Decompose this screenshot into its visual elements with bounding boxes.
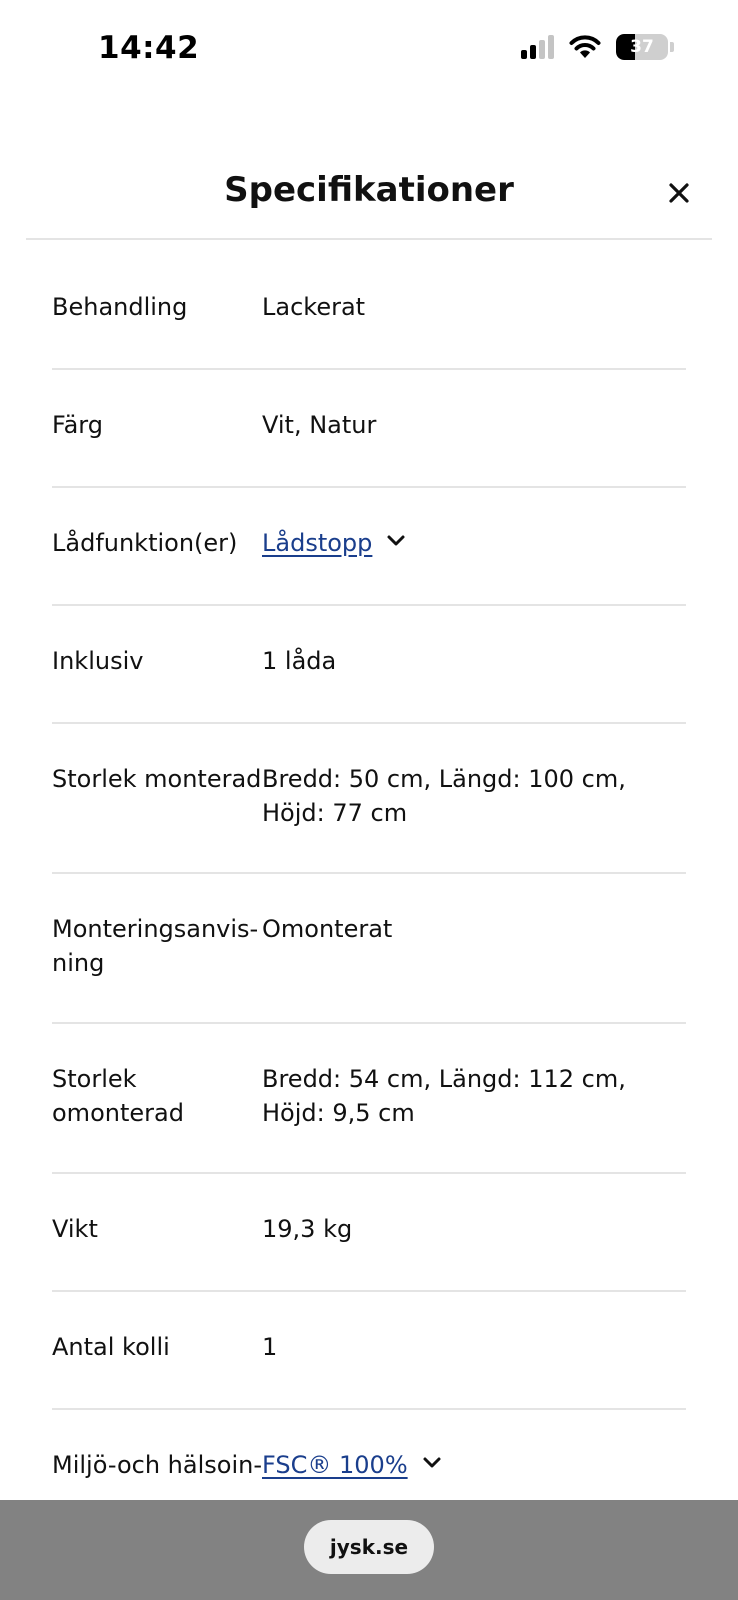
spec-row-inklusiv [52, 606, 686, 724]
url-bar[interactable]: jysk.se [304, 1520, 434, 1574]
spec-label: Monteringsanvis-ning [52, 915, 259, 977]
spec-value: 1 [262, 1333, 278, 1361]
close-icon [668, 182, 690, 204]
spec-row-monteringsanvisning [52, 874, 686, 1024]
spec-label: Miljö-och hälsoin- [52, 1451, 262, 1479]
spec-value-container [262, 1448, 686, 1486]
spec-list [52, 252, 686, 1528]
spec-label: Färg [52, 411, 103, 439]
spec-value: 19,3 kg [262, 1215, 353, 1243]
spec-row-antal-kolli [52, 1292, 686, 1410]
battery-icon [616, 34, 668, 60]
spec-label: Lådfunktion(er) [52, 529, 238, 557]
spec-label: Antal kolli [52, 1333, 170, 1361]
wifi-icon [568, 34, 602, 60]
sheet-title: Specifikationer [224, 170, 514, 210]
ladstopp-link[interactable]: Lådstopp [262, 529, 373, 557]
spec-value: Lackerat [262, 293, 366, 321]
spec-label: Vikt [52, 1215, 98, 1243]
sheet-header [26, 150, 712, 240]
spec-row-storlek-omonterad [52, 1024, 686, 1174]
spec-label: Behandling [52, 293, 188, 321]
spec-value: Bredd: 50 cm, Längd: 100 cm, Höjd: 77 cm [262, 765, 626, 827]
spec-row-storlek-monterad [52, 724, 686, 874]
spec-value: 1 låda [262, 647, 337, 675]
spec-row-vikt [52, 1174, 686, 1292]
fsc-link[interactable]: FSC® 100% [262, 1451, 408, 1479]
status-bar [0, 0, 738, 100]
spec-value-container [262, 526, 686, 562]
spec-value: Vit, Natur [262, 411, 377, 439]
battery-cap [670, 42, 674, 52]
spec-label: Inklusiv [52, 647, 144, 675]
browser-toolbar [0, 1500, 738, 1600]
spec-value: Omonterat [262, 915, 393, 943]
spec-label: Storlek monterad [52, 765, 262, 793]
spec-row-behandling [52, 252, 686, 370]
chevron-down-icon[interactable] [386, 534, 406, 548]
chevron-down-icon[interactable] [422, 1456, 442, 1470]
spec-label: Storlek omonterad [52, 1065, 184, 1127]
signal-icon [521, 35, 554, 59]
spec-row-ladfunktion [52, 488, 686, 606]
spec-value: Bredd: 54 cm, Längd: 112 cm, Höjd: 9,5 cm [262, 1065, 626, 1127]
spec-row-farg [52, 370, 686, 488]
battery-percentage: 37 [630, 37, 654, 57]
close-button[interactable] [664, 178, 694, 208]
status-time: 14:42 [98, 30, 200, 66]
status-icons [521, 34, 674, 60]
